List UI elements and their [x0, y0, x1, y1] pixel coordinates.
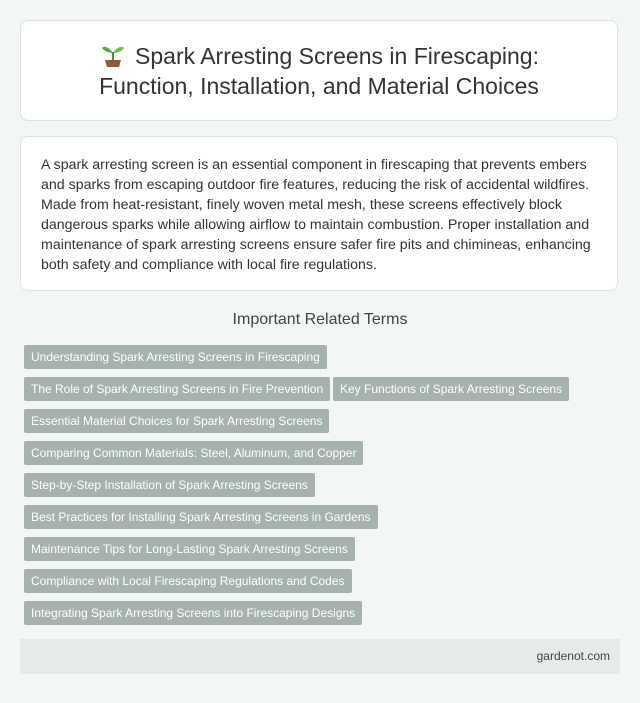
sprout-icon: [99, 43, 127, 67]
term-tag[interactable]: Comparing Common Materials: Steel, Aluminum, and Copper: [24, 441, 363, 465]
intro-text: A spark arresting screen is an essential component in firescaping that prevents embers and sparks from escaping outdoor fire features, reducing the risk of accidental wildfires. Made from heat-resistant, finely woven metal mesh, these screens effectively block dangerous sparks while allowing airflow to maintain combustion. Proper installation and maintenance of spark arresting screens ensure safer fire pits and chimineas, enhancing both safety and compliance with local fire regulations.: [41, 157, 591, 273]
term-tag[interactable]: Understanding Spark Arresting Screens in Firescaping: [24, 345, 327, 369]
term-tag[interactable]: Maintenance Tips for Long-Lasting Spark Arresting Screens: [24, 537, 355, 561]
term-tag[interactable]: Best Practices for Installing Spark Arresting Screens in Gardens: [24, 505, 378, 529]
title-card: [20, 20, 618, 121]
term-tag[interactable]: Key Functions of Spark Arresting Screens: [333, 377, 569, 401]
page-title: [21, 41, 617, 101]
term-tag[interactable]: Integrating Spark Arresting Screens into Firescaping Designs: [24, 601, 362, 625]
term-tag[interactable]: Essential Material Choices for Spark Arresting Screens: [24, 409, 329, 433]
footer: [20, 639, 620, 674]
terms-heading: Important Related Terms: [232, 311, 408, 328]
term-tag[interactable]: The Role of Spark Arresting Screens in Fire Prevention: [24, 377, 330, 401]
page-title-text: Spark Arresting Screens in Firescaping: Function, Installation, and Material Choices: [99, 42, 539, 99]
footer-site[interactable]: gardenot.com: [536, 649, 610, 663]
term-tag[interactable]: Compliance with Local Firescaping Regulations and Codes: [24, 569, 352, 593]
intro-card: [20, 136, 618, 291]
term-tag[interactable]: Step-by-Step Installation of Spark Arresting Screens: [24, 473, 315, 497]
